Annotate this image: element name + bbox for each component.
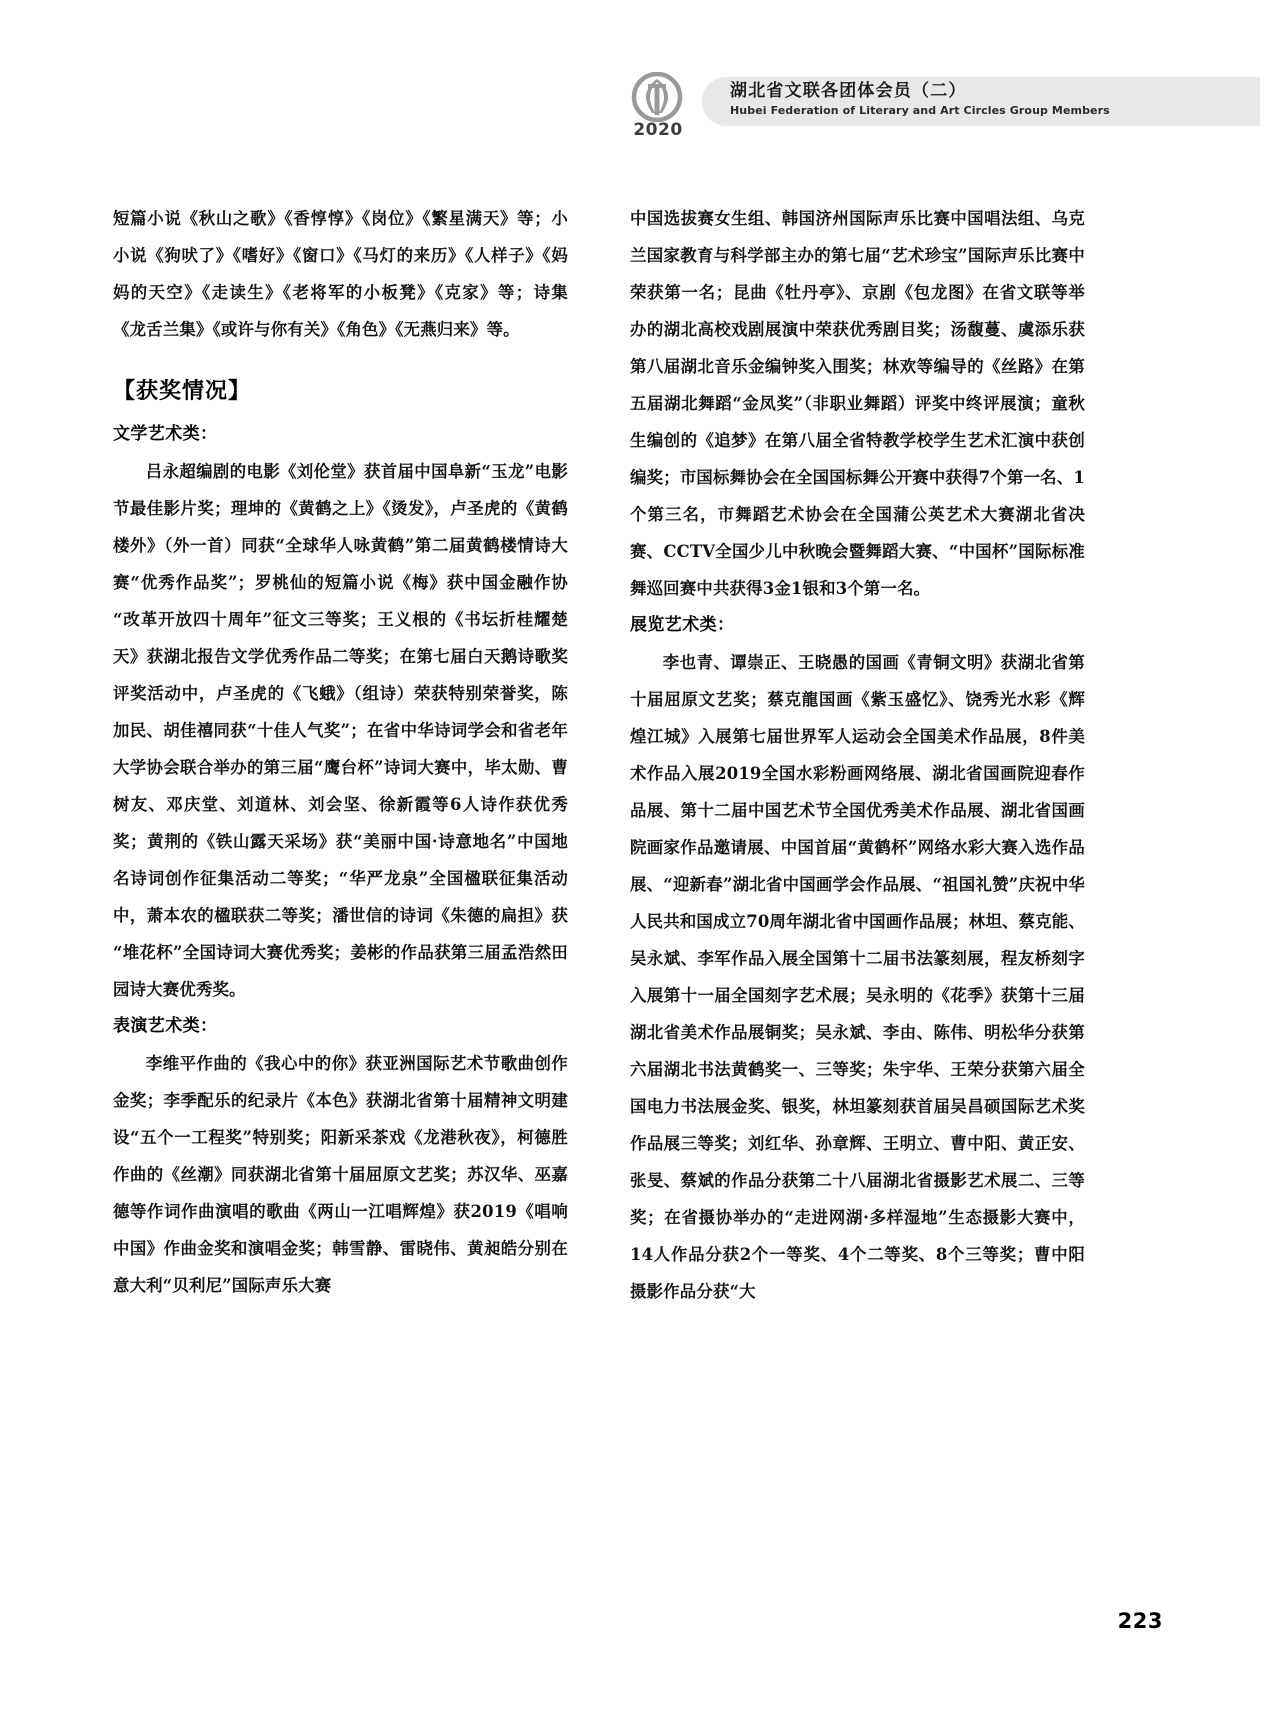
right-column xyxy=(630,200,1085,1310)
subheading-performing-art: 表演艺术类： xyxy=(113,1016,218,1036)
running-header xyxy=(620,72,1120,144)
crane-circle-logo-icon xyxy=(626,72,688,122)
header-logo xyxy=(620,72,696,144)
header-title-chinese: 湖北省文联各团体会员（二） xyxy=(730,81,967,101)
body-columns xyxy=(113,200,1165,1470)
paragraph-performing-art: 李维平作曲的《我心中的你》获亚洲国际艺术节歌曲创作金奖；李季配乐的纪录片《本色》获湖北省第十届精神文明建设“五个一工程奖”特别奖；阳新采茶戏《龙港秋夜》，柯德胜作曲的《丝潮》同获湖北省第十届屈原文艺奖；苏汉华、巫嘉德等作词作曲演唱的歌曲《两山一江唱辉煌》获2019《唱响中国》作曲金奖和演唱金奖；韩雪静、雷晓伟、黄昶皓分别在意大利“贝利尼”国际声乐大赛 xyxy=(113,1054,568,1295)
subheading-literature-art: 文学艺术类： xyxy=(113,424,218,444)
paragraph-literature-art: 吕永超编剧的电影《刘伦堂》获首届中国阜新“玉龙”电影节最佳影片奖；理坤的《黄鹤之上》《烫发》，卢圣虎的《黄鹤楼外》（外一首）同获“全球华人咏黄鹤”第二届黄鹤楼情诗大赛“优秀作品奖”；罗桃仙的短篇小说《梅》获中国金融作协“改革开放四十周年”征文三等奖；王义根的《书坛折桂耀楚天》获湖北报告文学优秀作品二等奖；在第七届白天鹅诗歌奖评奖活动中，卢圣虎的《飞蛾》（组诗）荣获特别荣誉奖，陈加民、胡佳禧同获“十佳人气奖”；在省中华诗词学会和省老年大学协会联合举办的第三届“鹰台杯”诗词大赛中，毕太勋、曹树友、邓庆堂、刘道林、刘会坚、徐新霞等6人诗作获优秀奖；黄荆的《铁山露天采场》获“美丽中国·诗意地名”中国地名诗词创作征集活动二等奖；“华严龙泉”全国楹联征集活动中，萧本农的楹联获二等奖；潘世信的诗词《朱德的扁担》获“堆花杯”全国诗词大赛优秀奖；姜彬的作品获第三届孟浩然田园诗大赛优秀奖。 xyxy=(113,462,568,999)
header-title-english: Hubei Federation of Literary and Art Circles Group Members xyxy=(730,104,1110,117)
page-number: 223 xyxy=(1117,1609,1163,1633)
subheading-exhibition-art: 展览艺术类： xyxy=(630,615,735,635)
paragraph-exhibition-art: 李也青、谭崇正、王晓愚的国画《青铜文明》获湖北省第十届屈原文艺奖；蔡克龍国画《紫玉盛忆》、饶秀光水彩《辉煌江城》入展第七届世界军人运动会全国美术作品展，8件美术作品入展2019全国水彩粉画网络展、湖北省国画院迎春作品展、第十二届中国艺术节全国优秀美术作品展、湖北省国画院画家作品邀请展、中国首届“黄鹤杯”网络水彩大赛入选作品展、“迎新春”湖北省中国画学会作品展、“祖国礼赞”庆祝中华人民共和国成立70周年湖北省中国画作品展；林坦、蔡克能、吴永斌、李军作品入展全国第十二届书法篆刻展，程友桥刻字入展第十一届全国刻字艺术展；吴永明的《花季》获第十三届湖北省美术作品展铜奖；吴永斌、李由、陈伟、明松华分获第六届湖北书法黄鹤奖一、三等奖；朱宇华、王荣分获第六届全国电力书法展金奖、银奖，林坦篆刻获首届吴昌硕国际艺术奖作品展三等奖；刘红华、孙章辉、王明立、曹中阳、黄正安、张旻、蔡斌的作品分获第二十八届湖北省摄影艺术展二、三等奖；在省摄协举办的“走进网湖·多样湿地”生态摄影大赛中，14人作品分获2个一等奖、4个二等奖、8个三等奖；曹中阳摄影作品分获“大 xyxy=(630,653,1085,1301)
paragraph-performing-art-continued: 中国选拔赛女生组、韩国济州国际声乐比赛中国唱法组、乌克兰国家教育与科学部主办的第七届“艺术珍宝”国际声乐比赛中荣获第一名；昆曲《牡丹亭》、京剧《包龙图》在省文联等举办的湖北高校戏剧展演中荣获优秀剧目奖；汤馥蔓、虞添乐获第八届湖北音乐金编钟奖入围奖；林欢等编导的《丝路》在第五届湖北舞蹈“金凤奖”（非职业舞蹈）评奖中终评展演；童秋生编创的《追梦》在第八届全省特教学校学生艺术汇演中获创编奖；市国标舞协会在全国国标舞公开赛中获得7个第一名、1个第三名，市舞蹈艺术协会在全国蒲公英艺术大赛湖北省决赛、CCTV全国少儿中秋晚会暨舞蹈大赛、“中国杯”国际标准舞巡回赛中共获得3金1银和3个第一名。 xyxy=(630,209,1085,598)
logo-year: 2020 xyxy=(633,120,683,140)
left-column xyxy=(113,200,568,1304)
section-heading-awards: 【获奖情况】 xyxy=(113,379,252,404)
header-title-band xyxy=(702,77,1260,126)
paragraph-works-continued: 短篇小说《秋山之歌》《香惇惇》《岗位》《繁星满天》等；小小说《狗吠了》《嗜好》《窗口》《马灯的来历》《人样子》《妈妈的天空》《走读生》《老将军的小板凳》《克家》等；诗集《龙舌兰集》《或许与你有关》《角色》《无燕归来》等。 xyxy=(113,209,568,339)
